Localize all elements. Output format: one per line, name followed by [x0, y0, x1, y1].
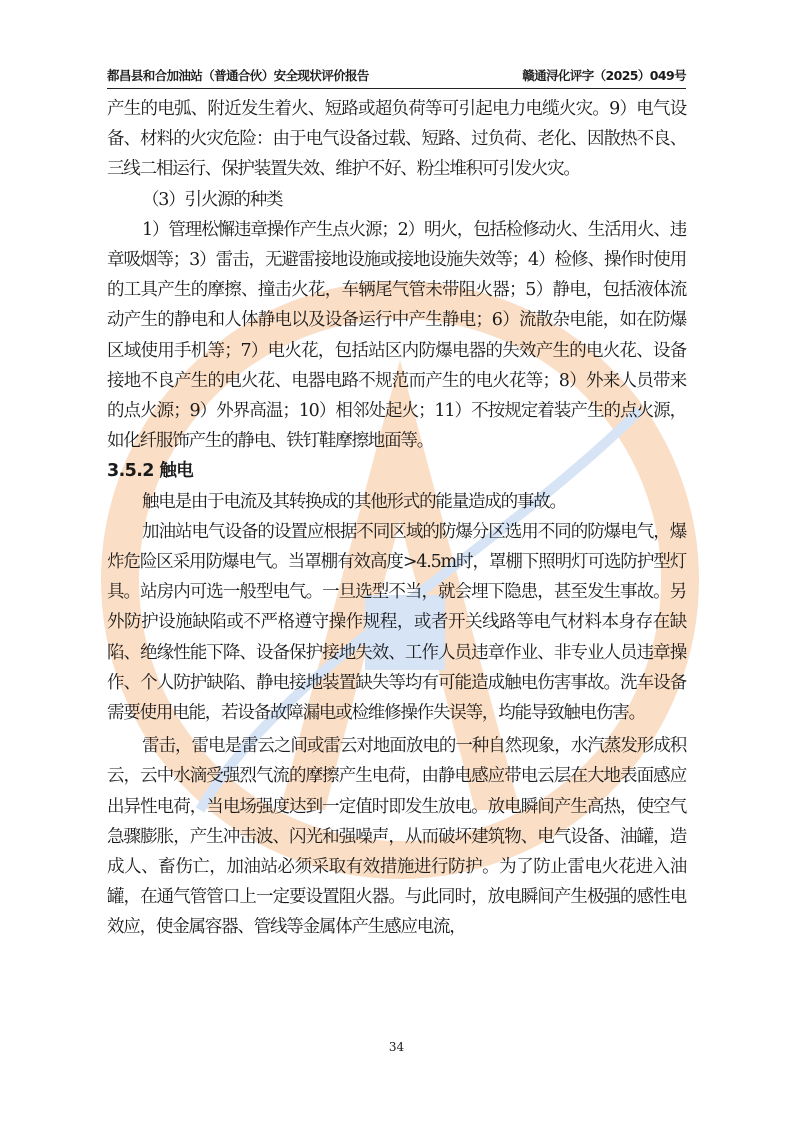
document-number: 赣通浔化评字（2025）049号 — [522, 68, 686, 83]
subheading-ignition-sources: （3）引火源的种类 — [142, 189, 283, 210]
page-header — [107, 66, 686, 86]
section-heading-electric-shock: 3.5.2 触电 — [107, 461, 194, 482]
paragraph-ignition-sources: 1）管理松懈违章操作产生点火源；2）明火，包括检修动火、生活用火、违章吸烟等；3）雷击，无避雷接地设施或接地设施失效等；4）检修、操作时使用的工具产生的摩擦、撞击火花，车辆尾气管未带阻火器；5）静电，包括液体流动产生的静电和人体静电以及设备运行中产生静电；6）流散杂电能，如在防爆区域使用手机等；7）电火花，包括站区内防爆电器的失效产生的电火花、设备接地不良产生的电火花、电器电路不规范而产生的电火花等；8）外来人员带来的点火源；9）外界高温；10）相邻处起火；11）不按规定着装产生的点火源，如化纤服饰产生的静电、铁钉鞋摩擦地面等。 — [107, 219, 686, 452]
page-number: 34 — [388, 1040, 405, 1054]
paragraph-explosion-proof-electrical: 加油站电气设备的设置应根据不同区域的防爆分区选用不同的防爆电气，爆炸危险区采用防爆电气。当罩棚有效高度>4.5m时，罩棚下照明灯可选防护型灯具。站房内可选一般型电气。一旦选型不当，就会埋下隐患，甚至发生事故。另外防护设施缺陷或不严格遵守操作规程，或者开关线路等电气材料本身存在缺陷、绝缘性能下降、设备保护接地失效、工作人员违章作业、非专业人员违章操作、个人防护缺陷、静电接地装置缺失等均有可能造成触电伤害事故。洗车设备需要使用电能，若设备故障漏电或检维修操作失误等，均能导致触电伤害。 — [107, 521, 686, 724]
paragraph-electrical-fire-continued: 产生的电弧、附近发生着火、短路或超负荷等可引起电力电缆火灾。9）电气设备、材料的火灾危险：由于电气设备过载、短路、过负荷、老化、因散热不良、三线二相运行、保护装置失效、维护不好、粉尘堆积可引发火灾。 — [107, 99, 686, 180]
report-title: 都昌县和合加油站（普通合伙）安全现状评价报告 — [107, 68, 369, 83]
header-divider — [107, 88, 686, 89]
paragraph-lightning: 雷击，雷电是雷云之间或雷云对地面放电的一种自然现象，水汽蒸发形成积云，云中水滴受强烈气流的摩擦产生电荷，由静电感应带电云层在大地表面感应出异性电荷，当电场强度达到一定值时即发生放电。放电瞬间产生高热，使空气急骤膨胀，产生冲击波、闪光和强噪声，从而破坏建筑物、电气设备、油罐，造成人、畜伤亡，加油站必须采取有效措施进行防护。为了防止雷电火花进入油罐，在通气管管口上一定要设置阻火器。与此同时，放电瞬间产生极强的感性电效应，使金属容器、管线等金属体产生感应电流， — [107, 736, 686, 938]
paragraph-shock-definition: 触电是由于电流及其转换成的其他形式的能量造成的事故。 — [142, 491, 566, 512]
page-body — [107, 94, 686, 943]
